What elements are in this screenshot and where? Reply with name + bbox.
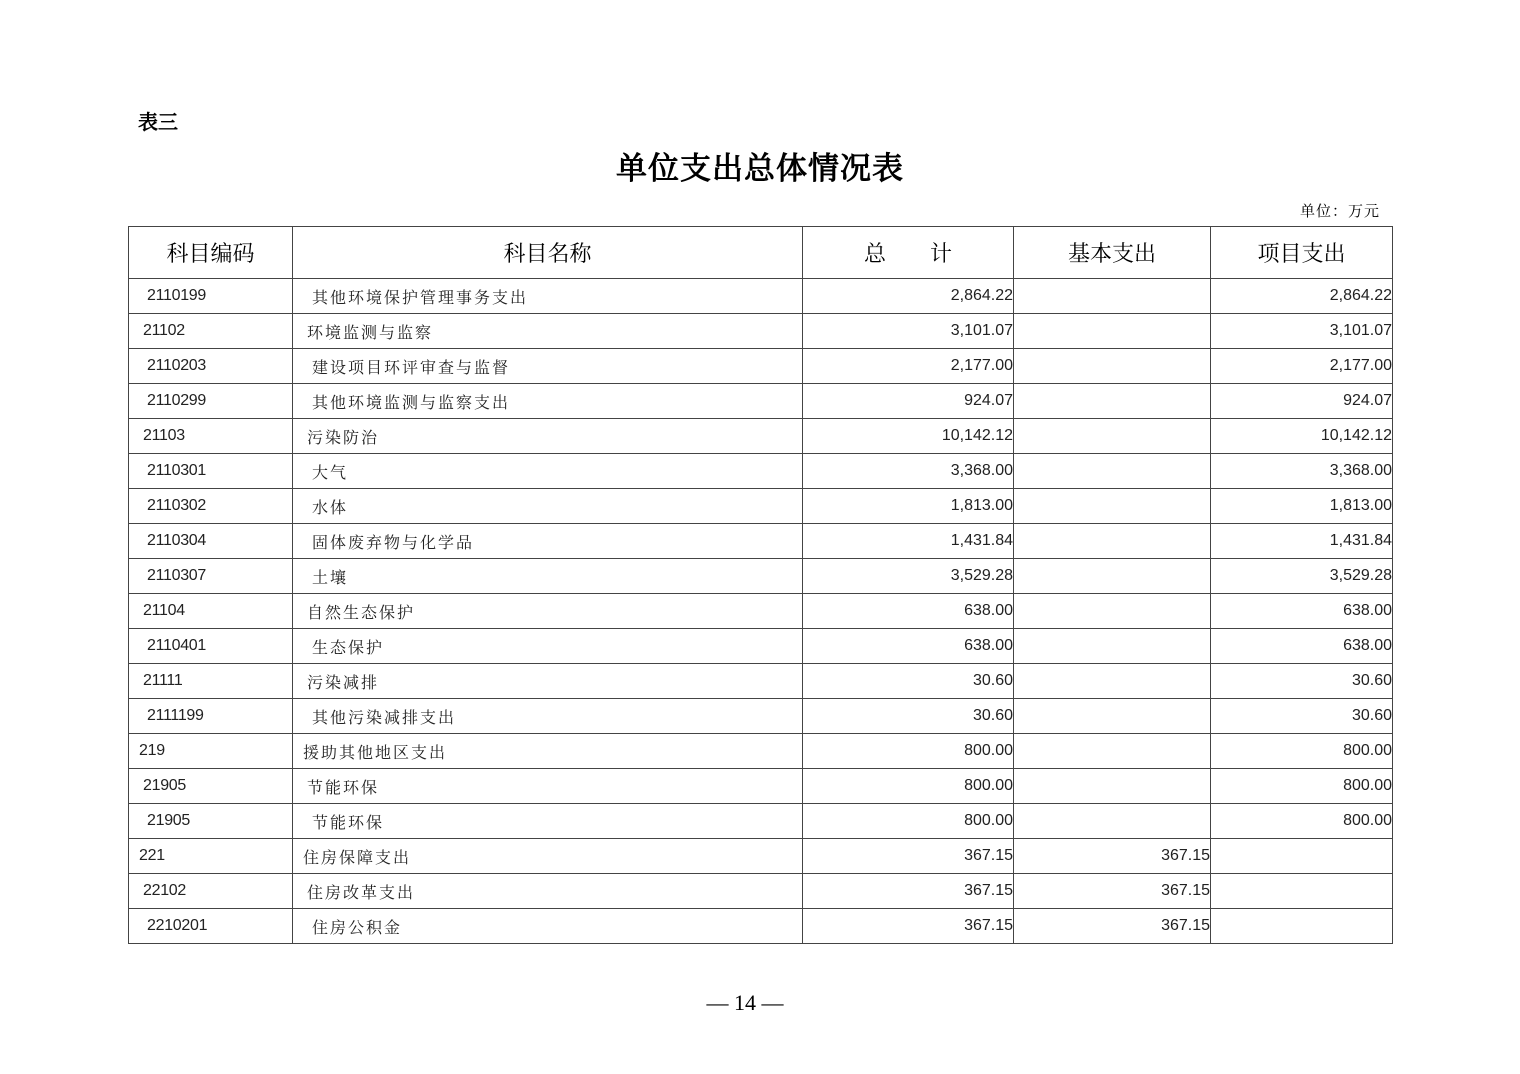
subject-code-cell: 21102 xyxy=(129,314,293,349)
subject-code-cell: 2110302 xyxy=(129,489,293,524)
table-row xyxy=(129,734,1393,769)
project-expenditure-cell: 10,142.12 xyxy=(1211,419,1393,454)
basic-expenditure-cell xyxy=(1014,419,1211,454)
total-cell: 638.00 xyxy=(803,629,1014,664)
project-expenditure-cell: 3,368.00 xyxy=(1211,454,1393,489)
total-cell: 800.00 xyxy=(803,769,1014,804)
subject-name-cell: 住房改革支出 xyxy=(293,874,803,909)
project-expenditure-cell: 2,177.00 xyxy=(1211,349,1393,384)
total-cell: 800.00 xyxy=(803,734,1014,769)
project-expenditure-cell xyxy=(1211,839,1393,874)
subject-name-cell: 生态保护 xyxy=(293,629,803,664)
subject-code-cell: 22102 xyxy=(129,874,293,909)
total-cell: 367.15 xyxy=(803,839,1014,874)
subject-code-cell: 2110299 xyxy=(129,384,293,419)
total-cell: 10,142.12 xyxy=(803,419,1014,454)
header-subject-code: 科目编码 xyxy=(129,227,293,279)
subject-code-cell: 219 xyxy=(129,734,293,769)
project-expenditure-cell: 1,431.84 xyxy=(1211,524,1393,559)
project-expenditure-cell: 30.60 xyxy=(1211,699,1393,734)
subject-name-cell: 节能环保 xyxy=(293,769,803,804)
subject-code-cell: 2111199 xyxy=(129,699,293,734)
subject-code-cell: 2110199 xyxy=(129,279,293,314)
total-cell: 638.00 xyxy=(803,594,1014,629)
subject-code-cell: 2110203 xyxy=(129,349,293,384)
table-row xyxy=(129,349,1393,384)
subject-name-cell: 环境监测与监察 xyxy=(293,314,803,349)
total-cell: 3,101.07 xyxy=(803,314,1014,349)
subject-name-cell: 节能环保 xyxy=(293,804,803,839)
subject-code-cell: 2210201 xyxy=(129,909,293,944)
project-expenditure-cell: 800.00 xyxy=(1211,804,1393,839)
total-cell: 2,864.22 xyxy=(803,279,1014,314)
subject-code-cell: 2110401 xyxy=(129,629,293,664)
subject-code-cell: 221 xyxy=(129,839,293,874)
table-row xyxy=(129,524,1393,559)
table-row xyxy=(129,454,1393,489)
expenditure-table xyxy=(128,226,1393,944)
header-total: 总 计 xyxy=(803,227,1014,279)
subject-code-cell: 21111 xyxy=(129,664,293,699)
subject-name-cell: 其他污染减排支出 xyxy=(293,699,803,734)
subject-name-cell: 自然生态保护 xyxy=(293,594,803,629)
subject-name-cell: 大气 xyxy=(293,454,803,489)
total-cell: 367.15 xyxy=(803,874,1014,909)
subject-code-cell: 21104 xyxy=(129,594,293,629)
total-cell: 30.60 xyxy=(803,699,1014,734)
basic-expenditure-cell xyxy=(1014,629,1211,664)
total-cell: 30.60 xyxy=(803,664,1014,699)
subject-name-cell: 其他环境保护管理事务支出 xyxy=(293,279,803,314)
project-expenditure-cell: 800.00 xyxy=(1211,734,1393,769)
basic-expenditure-cell xyxy=(1014,489,1211,524)
subject-name-cell: 其他环境监测与监察支出 xyxy=(293,384,803,419)
table-row xyxy=(129,314,1393,349)
basic-expenditure-cell xyxy=(1014,314,1211,349)
subject-name-cell: 污染防治 xyxy=(293,419,803,454)
table-row xyxy=(129,489,1393,524)
subject-name-cell: 住房保障支出 xyxy=(293,839,803,874)
project-expenditure-cell xyxy=(1211,909,1393,944)
basic-expenditure-cell: 367.15 xyxy=(1014,839,1211,874)
total-cell: 3,529.28 xyxy=(803,559,1014,594)
table-row xyxy=(129,699,1393,734)
table-row xyxy=(129,769,1393,804)
header-basic-expenditure: 基本支出 xyxy=(1014,227,1211,279)
subject-name-cell: 水体 xyxy=(293,489,803,524)
total-cell: 1,431.84 xyxy=(803,524,1014,559)
subject-name-cell: 土壤 xyxy=(293,559,803,594)
table-row xyxy=(129,559,1393,594)
basic-expenditure-cell xyxy=(1014,349,1211,384)
subject-name-cell: 援助其他地区支出 xyxy=(293,734,803,769)
subject-name-cell: 污染减排 xyxy=(293,664,803,699)
total-cell: 1,813.00 xyxy=(803,489,1014,524)
basic-expenditure-cell: 367.15 xyxy=(1014,909,1211,944)
total-cell: 367.15 xyxy=(803,909,1014,944)
unit-note: 单位：万元 xyxy=(1299,202,1380,220)
table-row xyxy=(129,279,1393,314)
project-expenditure-cell: 3,529.28 xyxy=(1211,559,1393,594)
table-row xyxy=(129,874,1393,909)
basic-expenditure-cell xyxy=(1014,454,1211,489)
table-body xyxy=(129,279,1393,944)
basic-expenditure-cell xyxy=(1014,594,1211,629)
table-row xyxy=(129,384,1393,419)
basic-expenditure-cell xyxy=(1014,279,1211,314)
subject-code-cell: 21905 xyxy=(129,769,293,804)
project-expenditure-cell: 924.07 xyxy=(1211,384,1393,419)
subject-code-cell: 21103 xyxy=(129,419,293,454)
table-row xyxy=(129,594,1393,629)
project-expenditure-cell: 638.00 xyxy=(1211,629,1393,664)
page-number: — 14 — xyxy=(706,990,784,1015)
table-row xyxy=(129,909,1393,944)
total-cell: 800.00 xyxy=(803,804,1014,839)
subject-code-cell: 2110301 xyxy=(129,454,293,489)
project-expenditure-cell: 3,101.07 xyxy=(1211,314,1393,349)
basic-expenditure-cell xyxy=(1014,559,1211,594)
table-row xyxy=(129,839,1393,874)
subject-name-cell: 固体废弃物与化学品 xyxy=(293,524,803,559)
subject-code-cell: 2110304 xyxy=(129,524,293,559)
subject-code-cell: 2110307 xyxy=(129,559,293,594)
subject-code-cell: 21905 xyxy=(129,804,293,839)
project-expenditure-cell: 2,864.22 xyxy=(1211,279,1393,314)
basic-expenditure-cell xyxy=(1014,699,1211,734)
basic-expenditure-cell xyxy=(1014,384,1211,419)
header-subject-name: 科目名称 xyxy=(293,227,803,279)
subject-name-cell: 住房公积金 xyxy=(293,909,803,944)
table-row xyxy=(129,629,1393,664)
project-expenditure-cell xyxy=(1211,874,1393,909)
table-row xyxy=(129,804,1393,839)
total-cell: 2,177.00 xyxy=(803,349,1014,384)
basic-expenditure-cell xyxy=(1014,734,1211,769)
basic-expenditure-cell: 367.15 xyxy=(1014,874,1211,909)
basic-expenditure-cell xyxy=(1014,664,1211,699)
table-label: 表三 xyxy=(138,110,178,134)
total-cell: 3,368.00 xyxy=(803,454,1014,489)
table-header-row xyxy=(129,227,1393,279)
header-project-expenditure: 项目支出 xyxy=(1211,227,1393,279)
subject-name-cell: 建设项目环评审查与监督 xyxy=(293,349,803,384)
document-title: 单位支出总体情况表 xyxy=(616,151,904,187)
basic-expenditure-cell xyxy=(1014,524,1211,559)
project-expenditure-cell: 638.00 xyxy=(1211,594,1393,629)
basic-expenditure-cell xyxy=(1014,804,1211,839)
table-row xyxy=(129,419,1393,454)
project-expenditure-cell: 1,813.00 xyxy=(1211,489,1393,524)
basic-expenditure-cell xyxy=(1014,769,1211,804)
project-expenditure-cell: 800.00 xyxy=(1211,769,1393,804)
total-cell: 924.07 xyxy=(803,384,1014,419)
project-expenditure-cell: 30.60 xyxy=(1211,664,1393,699)
table-row xyxy=(129,664,1393,699)
